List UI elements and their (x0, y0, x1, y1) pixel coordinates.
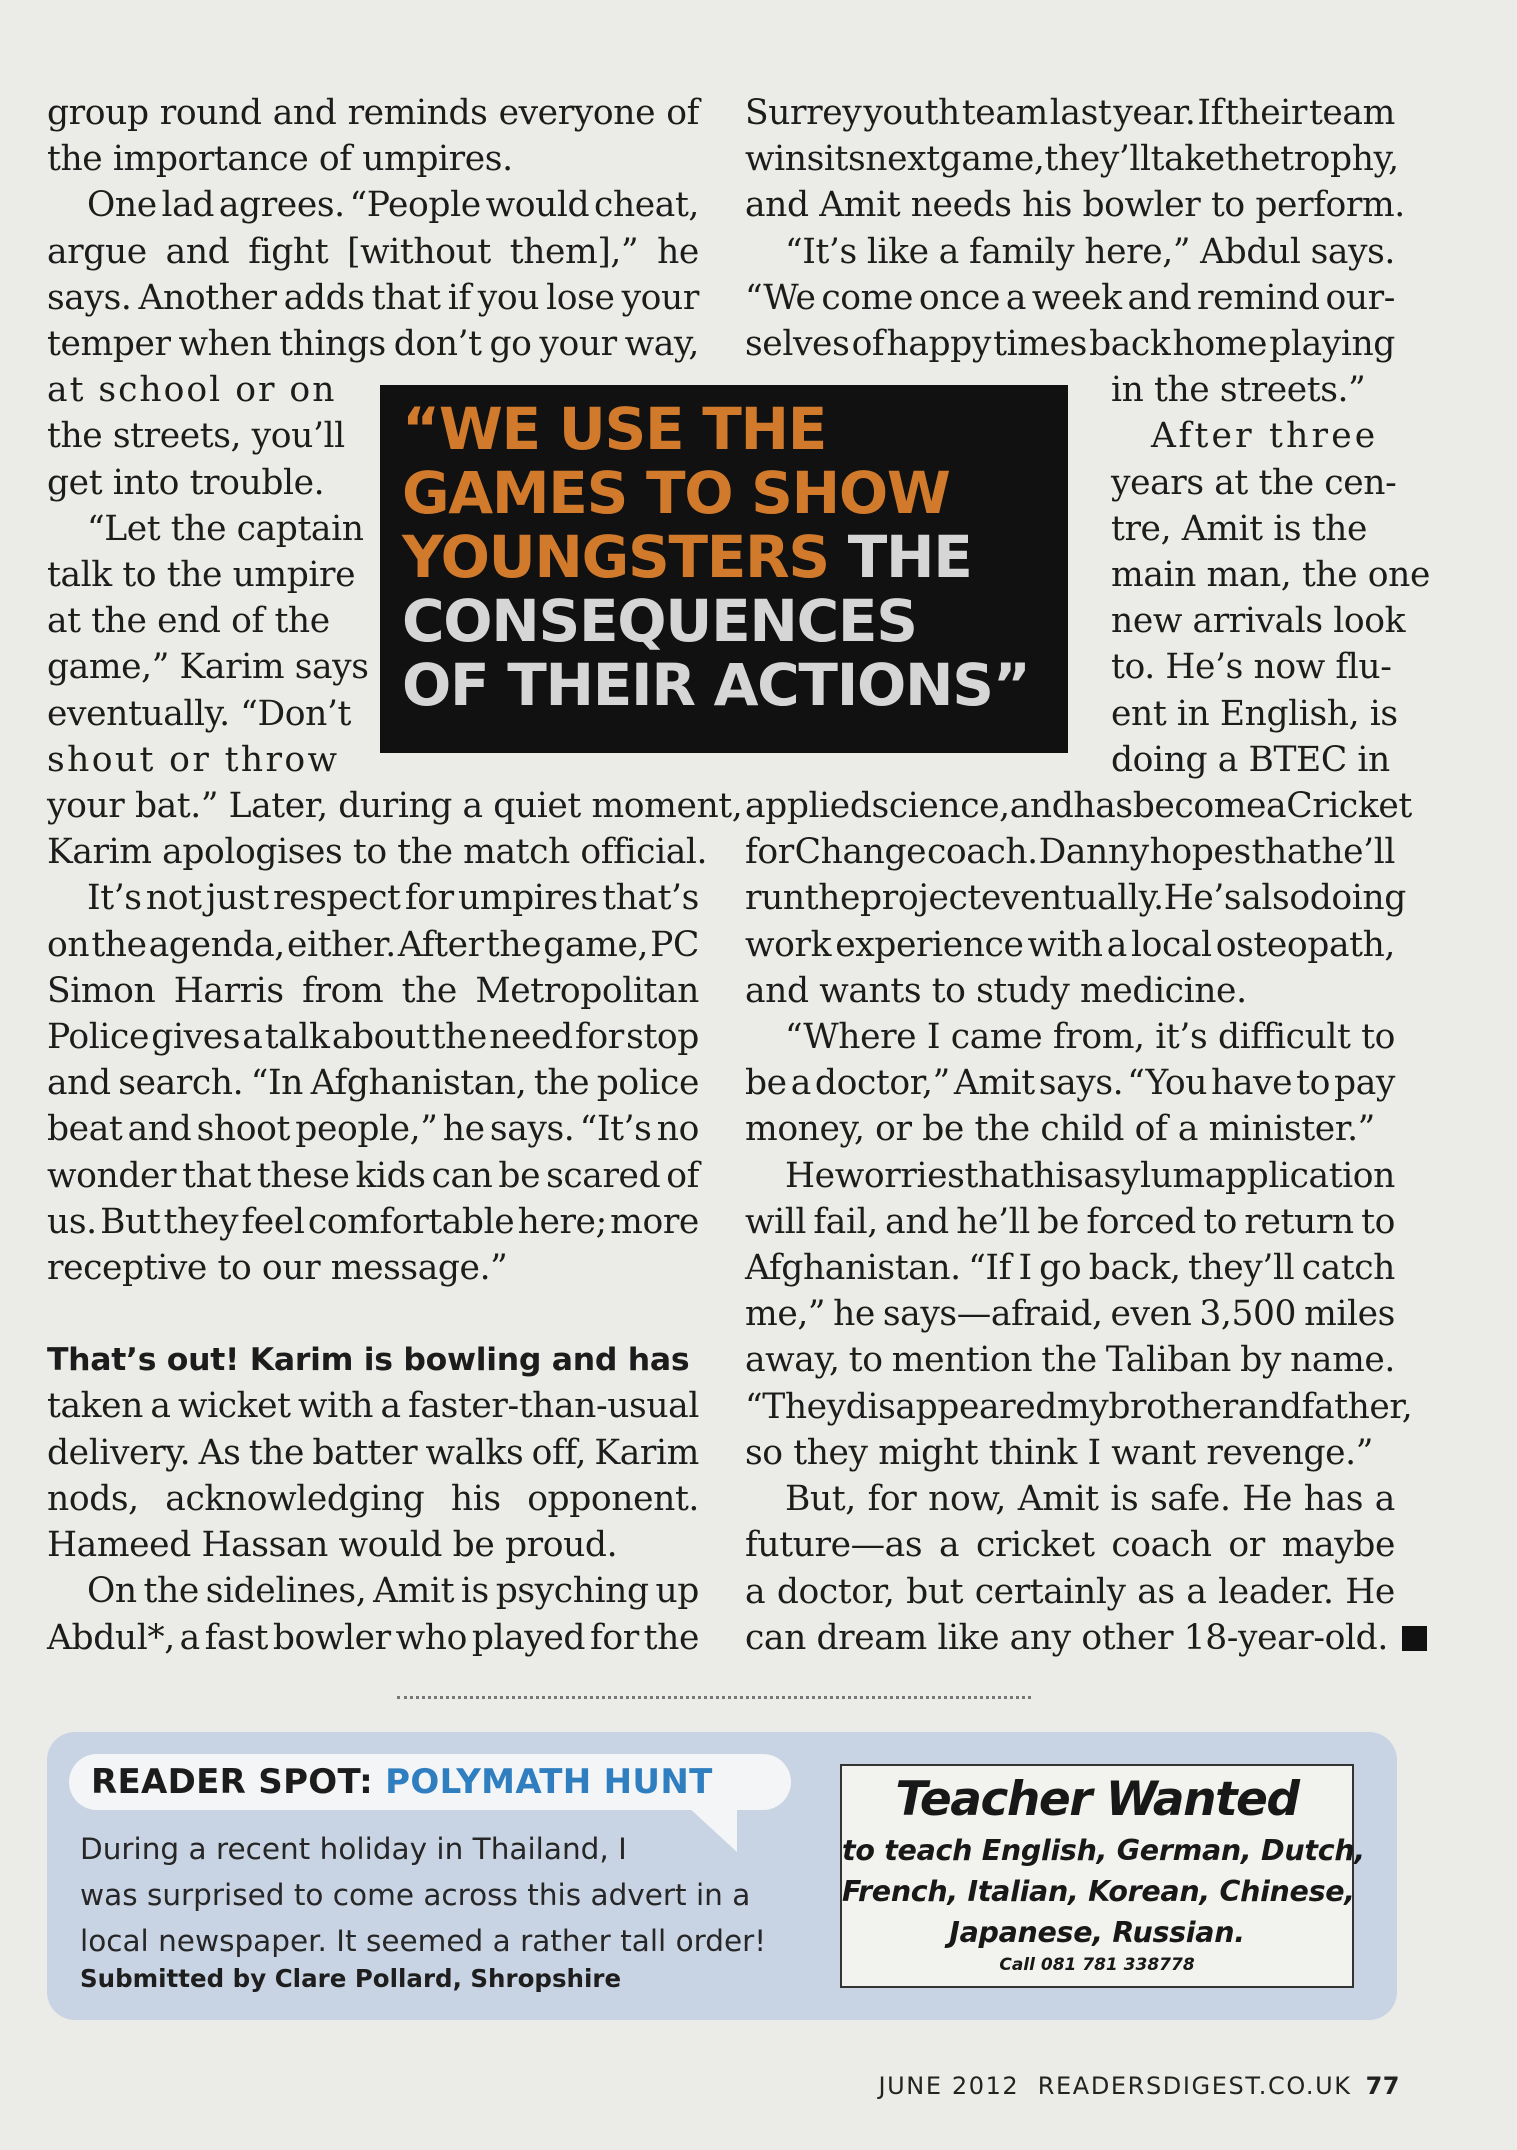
article-line: nods, acknowledging his opponent. (47, 1478, 699, 1519)
reader-spot-text-line: During a recent holiday in Thailand, I (80, 1832, 627, 1866)
article-line: so they might think I want revenge.” (745, 1432, 1373, 1473)
article-line: will fail, and he’ll be forced to return to (745, 1201, 1395, 1242)
reader-spot-title: POLYMATH HUNT (385, 1762, 713, 1802)
article-line: at the end of the (47, 601, 330, 642)
article-line: argue and fight [without them],” he (47, 231, 699, 272)
article-line: shout or throw (47, 739, 340, 780)
article-line: money, or be the child of a minister.” (745, 1109, 1375, 1150)
pull-quote-line: OF THEIR ACTIONS” (402, 651, 1030, 719)
article-line: in the streets.” (1111, 370, 1366, 411)
article-line: get into trouble. (47, 462, 325, 503)
article-line: beat and shoot people,” he says. “It’s no (47, 1109, 699, 1150)
article-line: for Change coach. Danny hopes that he’ll (745, 832, 1395, 873)
article-line: doing a BTEC in (1111, 739, 1390, 780)
pull-quote-text: THE (828, 523, 972, 591)
article-line: receptive to our message.” (47, 1248, 508, 1289)
article-line: “It’s like a family here,” Abdul says. (785, 231, 1395, 272)
reader-spot-text-line: was surprised to come across this advert in a (80, 1878, 751, 1912)
dotted-divider (397, 1696, 1031, 1699)
pull-quote-line: GAMES TO SHOW (402, 459, 950, 527)
article-line: run the project eventually. He’s also doing (745, 878, 1406, 919)
page-footer (878, 2072, 1400, 2100)
article-line: a doctor, but certainly as a leader. He (745, 1571, 1395, 1612)
article-line: “They disappeared my brother and father, (745, 1386, 1413, 1427)
article-line: But, for now, Amit is safe. He has a (785, 1479, 1395, 1520)
article-line: tre, Amit is the (1111, 508, 1368, 549)
article-line: at school or on (47, 370, 337, 411)
footer-text: JUNE 2012 READERSDIGEST.CO.UK (878, 2072, 1352, 2100)
article-line: group round and reminds everyone of (47, 93, 699, 133)
article-line: eventually. “Don’t (47, 693, 352, 734)
article-line: selves of happy times back home playing (745, 324, 1395, 365)
article-line-final (745, 1615, 1395, 1661)
article-line: ent in English, is (1111, 693, 1398, 734)
article-line: It’s not just respect for umpires that’s (87, 878, 699, 919)
advert-line: French, Italian, Korean, Chinese, (842, 1875, 1355, 1908)
article-line: to. He’s now flu- (1111, 647, 1392, 688)
advert-title: Teacher Wanted (895, 1772, 1299, 1827)
pull-quote-line: “WE USE THE (402, 395, 827, 463)
article-line: wonder that these kids can be scared of (47, 1155, 699, 1196)
article-line: He worries that his asylum application (785, 1155, 1395, 1196)
article-line: future—as a cricket coach or maybe (745, 1525, 1395, 1566)
reader-spot-panel (47, 1732, 1397, 2020)
article-line: and Amit needs his bowler to perform. (745, 185, 1405, 226)
article-line: Hameed Hassan would be proud. (47, 1525, 618, 1566)
page-number: 77 (1365, 2072, 1400, 2100)
pull-quote-line: CONSEQUENCES (402, 587, 917, 655)
article-line: game,” Karim says (47, 647, 369, 688)
article-line: applied science, and has become a Cricket (745, 786, 1412, 827)
reader-spot-text-line: local newspaper. It seemed a rather tall order! (80, 1924, 767, 1958)
article-line: Police gives a talk about the need for stop (47, 1017, 699, 1058)
article-line: on the agenda, either. After the game, PC (47, 924, 699, 965)
article-line: us. But they feel comfortable here; more (47, 1201, 699, 1242)
end-mark-icon (1402, 1626, 1427, 1651)
article-line: Afghanistan. “If I go back, they’ll catch (745, 1248, 1395, 1289)
article-line: talk to the umpire (47, 555, 356, 596)
article-line: and search. “In Afghanistan, the police (47, 1063, 699, 1104)
article-line: says. Another adds that if you lose your (47, 277, 699, 318)
article-line: “Where I came from, it’s difficult to (785, 1017, 1395, 1058)
pull-quote (380, 385, 1068, 753)
article-line: away, to mention the Taliban by name. (745, 1340, 1395, 1381)
advert-body (842, 1830, 1365, 1953)
article-line: Simon Harris from the Metropolitan (47, 970, 699, 1011)
article-line: be a doctor,” Amit says. “You have to pay (745, 1063, 1395, 1104)
article-line: work experience with a local osteopath, (745, 924, 1395, 965)
article-line: “We come once a week and remind our- (745, 277, 1395, 318)
article-line: On the sidelines, Amit is psyching up (87, 1571, 699, 1612)
teacher-wanted-advert (840, 1764, 1365, 1988)
pull-quote-highlight: YOUNGSTERS (402, 523, 829, 591)
article-line: the streets, you’ll (47, 416, 345, 457)
reader-spot-credit: Submitted by Clare Pollard, Shropshire (80, 1964, 622, 1993)
article-line: and wants to study medicine. (745, 970, 1247, 1011)
article-line-final-text: can dream like any other 18-year-old. (745, 1617, 1388, 1658)
section-lead-in: That’s out! Karim is bowling and has (47, 1342, 690, 1379)
article-line: Surrey youth team last year. If their team (745, 93, 1395, 133)
article-line: temper when things don’t go your way, (47, 324, 699, 365)
article-line: me,” he says—afraid, even 3,500 miles (745, 1294, 1395, 1335)
article-line: “Let the captain (87, 508, 364, 549)
article-line: delivery. As the batter walks off, Karim (47, 1432, 699, 1473)
advert-line: to teach English, German, Dutch, (842, 1834, 1365, 1867)
article-line: Karim apologises to the match official. (47, 832, 708, 873)
article-line: years at the cen- (1111, 462, 1397, 503)
article-line: Abdul*, a fast bowler who played for the (47, 1617, 699, 1658)
article-column-right (745, 90, 1431, 1661)
advert-phone: Call 081 781 338778 (999, 1955, 1195, 1975)
article-line: taken a wicket with a faster-than-usual (47, 1386, 699, 1427)
article-line: main man, the one (1111, 555, 1431, 596)
article-line: the importance of umpires. (47, 139, 513, 180)
reader-spot-label: READER SPOT: (91, 1762, 374, 1802)
advert-line: Japanese, Russian. (949, 1916, 1245, 1949)
pull-quote-line (402, 525, 1068, 589)
reader-spot-heading (69, 1754, 791, 1810)
article-line: your bat.” Later, during a quiet moment, (47, 786, 743, 827)
article-line: wins its next game, they’ll take the trophy, (745, 139, 1399, 180)
article-line: new arrivals look (1111, 601, 1406, 642)
article-line: One lad agrees. “People would cheat, (87, 185, 699, 226)
article-line: After three (1151, 416, 1379, 457)
reader-spot-text (80, 1826, 820, 1964)
